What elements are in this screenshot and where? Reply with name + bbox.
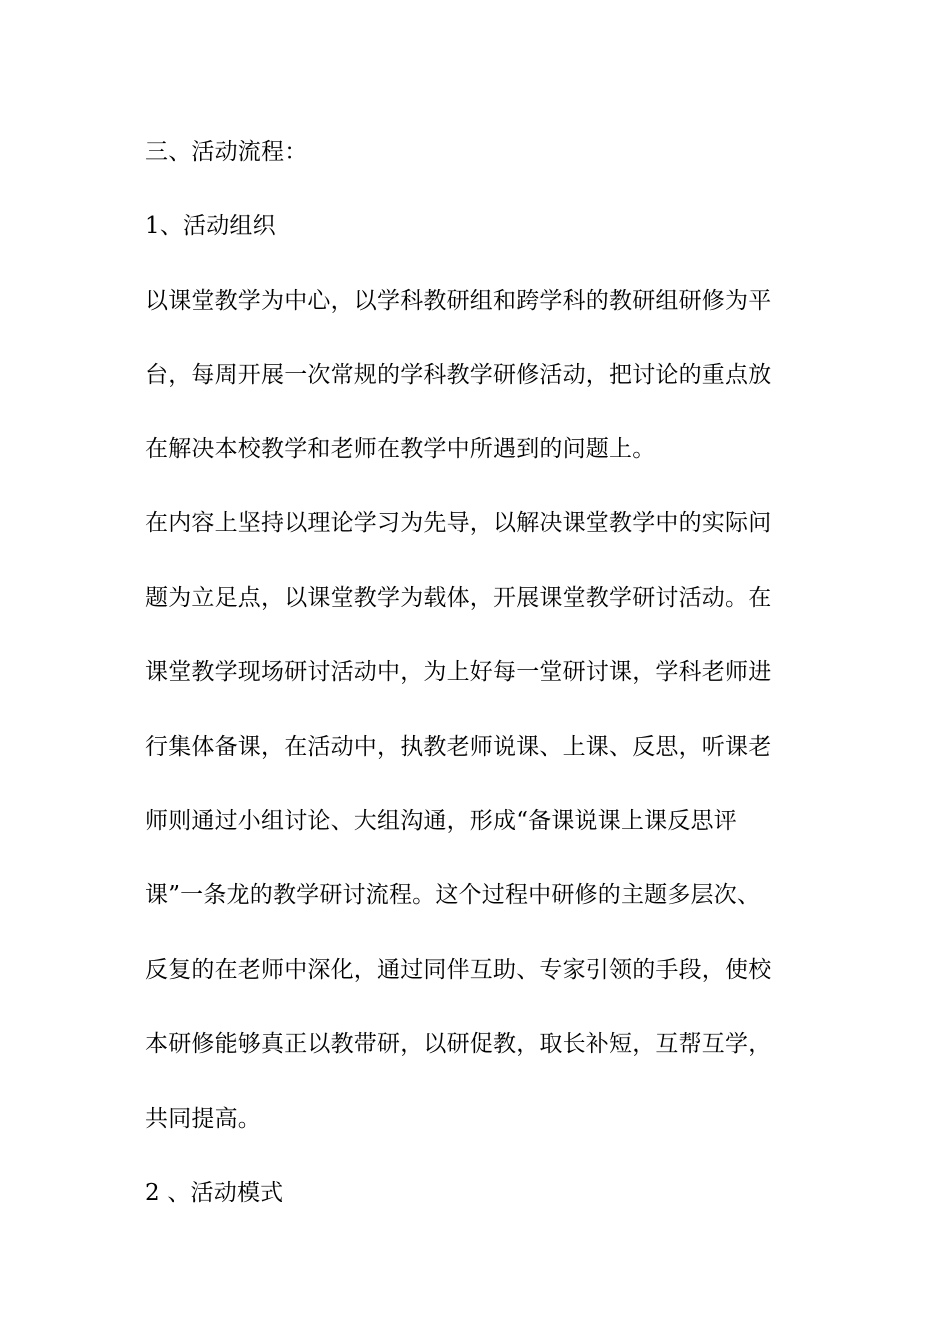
paragraph-line: 题为立足点，以课堂教学为载体，开展课堂教学研讨活动。在: [145, 585, 772, 611]
paragraph-line: 师则通过小组讨论、大组沟通，形成“备课说课上课反思评: [145, 808, 737, 834]
paragraph-line: 课”一条龙的教学研讨流程。这个过程中研修的主题多层次、: [145, 882, 761, 908]
paragraph-line: 在解决本校教学和老师在教学中所遇到的问题上。: [145, 436, 656, 462]
paragraph-line: 行集体备课，在活动中，执教老师说课、上课、反思，听课老: [145, 734, 772, 760]
subsection-heading: 1、活动组织: [145, 213, 276, 239]
subsection-heading: 2 、活动模式: [145, 1180, 284, 1206]
paragraph-line: 在内容上坚持以理论学习为先导，以解决课堂教学中的实际问: [145, 510, 772, 536]
paragraph-line: 本研修能够真正以教带研，以研促教，取长补短，互帮互学，: [145, 1031, 772, 1057]
paragraph-line: 课堂教学现场研讨活动中，为上好每一堂研讨课，学科老师进: [145, 659, 772, 685]
paragraph-line: 以课堂教学为中心，以学科教研组和跨学科的教研组研修为平: [145, 288, 772, 314]
paragraph-line: 共同提高。: [145, 1106, 261, 1132]
section-heading: 三、活动流程：: [145, 139, 308, 165]
paragraph-line: 台，每周开展一次常规的学科教学研修活动，把讨论的重点放: [145, 362, 772, 388]
paragraph-line: 反复的在老师中深化，通过同伴互助、专家引领的手段，使校: [145, 957, 772, 983]
